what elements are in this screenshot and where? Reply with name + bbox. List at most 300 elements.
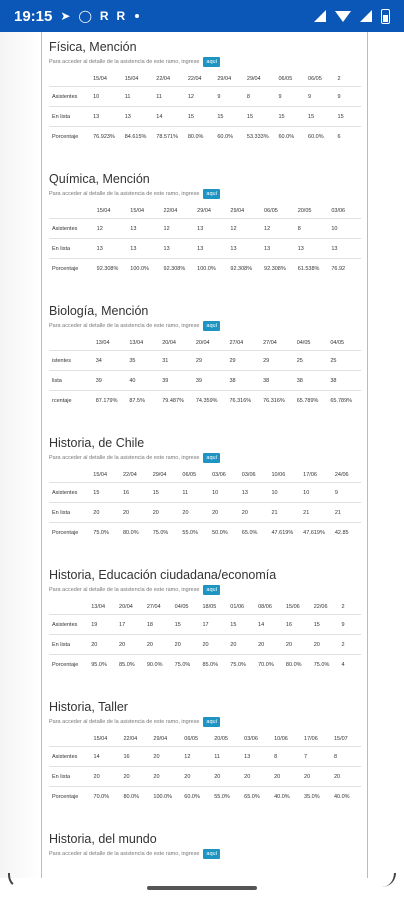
row-label: En lista (49, 239, 94, 259)
table-cell: 25 (327, 351, 361, 371)
table-cell: 35 (126, 351, 159, 371)
table-cell: 13 (90, 107, 122, 127)
table-cell: 15 (172, 615, 200, 635)
table-cell: 11 (211, 747, 241, 767)
date-header: 13/04 (91, 604, 105, 610)
date-header: 06/05 (264, 208, 278, 214)
table-cell: 16 (120, 747, 150, 767)
table-cell: 20 (241, 767, 271, 787)
table-cell: 53.333% (244, 127, 276, 147)
table-cell: 85.0% (116, 655, 144, 675)
detail-note (49, 189, 361, 199)
header-corner (49, 468, 90, 483)
detail-link-button[interactable]: aquí (203, 585, 220, 595)
table-cell: 75.0% (172, 655, 200, 675)
table-cell: 20 (91, 767, 121, 787)
table-cell: 12 (94, 219, 128, 239)
table-cell: 15 (90, 483, 120, 503)
date-header: 01/06 (230, 604, 245, 610)
table-cell: 90.0% (144, 655, 172, 675)
table-cell: 70.0% (91, 787, 121, 807)
detail-link-button[interactable]: aquí (203, 189, 220, 199)
table-cell: 9 (339, 615, 361, 635)
table-cell: 35.0% (301, 787, 331, 807)
table-cell: 80.0% (185, 127, 215, 147)
detail-link-button[interactable]: aquí (203, 717, 220, 727)
table-row (49, 787, 361, 807)
table-header-row (49, 336, 361, 351)
course-section (49, 304, 361, 417)
date-header: 17/06 (303, 472, 317, 478)
table-cell: 40.0% (331, 787, 361, 807)
table-cell: 20 (331, 767, 361, 787)
detail-note-text: Para acceder al detalle de la asistencia de este ramo, ingrese (49, 719, 200, 725)
table-row (49, 351, 361, 371)
battery-icon (381, 9, 390, 24)
row-label: Asistentes (49, 747, 91, 767)
table-cell: 65.789% (327, 391, 361, 411)
date-header: 17/06 (304, 736, 318, 742)
row-label: En lista (49, 503, 90, 523)
table-row (49, 767, 361, 787)
table-cell: 31 (159, 351, 193, 371)
date-header: 06/05 (278, 76, 293, 82)
date-header: 03/06 (212, 472, 226, 478)
table-cell: 40.0% (271, 787, 301, 807)
table-row (49, 503, 361, 523)
table-cell: 21 (332, 503, 361, 523)
date-header: 29/04 (217, 76, 232, 82)
course-section (49, 172, 361, 285)
detail-note-text: Para acceder al detalle de la asistencia de este ramo, ingrese (49, 851, 200, 857)
date-header: 15/04 (124, 76, 139, 82)
home-gesture-bar[interactable] (147, 886, 257, 890)
table-cell: 13 (328, 239, 361, 259)
date-header: 27/04 (263, 340, 277, 346)
table-row (49, 371, 361, 391)
course-title: Historia, del mundo (49, 832, 157, 846)
detail-note-text: Para acceder al detalle de la asistencia de este ramo, ingrese (49, 59, 200, 65)
table-cell: 39 (93, 371, 127, 391)
table-cell: 65.0% (241, 787, 271, 807)
table-header-row (49, 732, 361, 747)
table-cell: 8 (244, 87, 276, 107)
date-header: 15/04 (93, 76, 107, 82)
table-row (49, 391, 361, 411)
date-header: 03/06 (241, 472, 256, 478)
table-cell: 10 (90, 87, 122, 107)
table-cell: 47.619% (300, 523, 332, 543)
table-cell: 20 (227, 635, 255, 655)
table-cell: 92.308% (94, 259, 128, 279)
row-label: Porcentaje (49, 655, 88, 675)
course-title: Historia, Educación ciudadana/economía (49, 568, 277, 582)
date-header: 20/05 (214, 736, 228, 742)
attendance-table (49, 600, 361, 674)
table-cell: 20 (90, 503, 120, 523)
date-header: 22/04 (123, 736, 138, 742)
table-cell: 10 (269, 483, 301, 503)
table-cell: 10 (300, 483, 332, 503)
table-cell: 20 (150, 503, 180, 523)
table-cell: 20 (120, 767, 150, 787)
date-header: 20/04 (119, 604, 133, 610)
table-row (49, 107, 361, 127)
table-cell: 25 (294, 351, 328, 371)
table-cell: 55.0% (211, 787, 241, 807)
date-header: 24/06 (334, 472, 349, 478)
table-cell: 15 (275, 107, 305, 127)
table-cell: 20 (88, 635, 116, 655)
date-header: 20/05 (297, 208, 312, 214)
table-cell: 9 (305, 87, 335, 107)
header-corner (49, 732, 91, 747)
status-bar (0, 0, 404, 32)
date-header: 06/05 (184, 736, 199, 742)
table-cell: 2 (339, 635, 361, 655)
table-cell: 29 (193, 351, 227, 371)
table-cell: 65.0% (239, 523, 269, 543)
table-cell: 21 (300, 503, 332, 523)
table-cell: 80.0% (120, 787, 150, 807)
table-cell: 29 (260, 351, 294, 371)
course-title: Historia, de Chile (49, 436, 145, 450)
date-header: 03/06 (244, 736, 258, 742)
row-label: istentes (49, 351, 93, 371)
date-header: 22/04 (156, 76, 171, 82)
row-label: En lista (49, 767, 91, 787)
table-cell: 15 (244, 107, 276, 127)
table-cell: 14 (255, 615, 283, 635)
date-header: 15/04 (96, 208, 111, 214)
attendance-table (49, 72, 361, 146)
table-cell: 8 (271, 747, 301, 767)
notification-dot-icon (135, 14, 139, 18)
date-header: 03/06 (331, 208, 346, 214)
table-cell: 19 (88, 615, 116, 635)
table-cell: 20 (179, 503, 209, 523)
table-cell: 95.0% (88, 655, 116, 675)
table-cell: 92.308% (227, 259, 261, 279)
table-cell: 29 (226, 351, 260, 371)
course-section (49, 700, 361, 813)
table-cell: 20 (150, 767, 181, 787)
table-cell: 60.0% (275, 127, 305, 147)
detail-note (49, 453, 361, 463)
table-cell: 87.5% (126, 391, 159, 411)
table-cell: 76.923% (90, 127, 122, 147)
date-header: 27/04 (146, 604, 161, 610)
table-cell: 13 (295, 239, 329, 259)
detail-note-text: Para acceder al detalle de la asistencia de este ramo, ingrese (49, 455, 200, 461)
table-cell: 16 (120, 483, 150, 503)
table-cell: 14 (91, 747, 121, 767)
r-app-icon: R (116, 9, 126, 23)
attendance-table (49, 732, 361, 806)
table-cell: 13 (194, 239, 227, 259)
table-cell: 80.0% (283, 655, 311, 675)
table-cell: 20 (271, 767, 301, 787)
date-header: 15/06 (285, 604, 300, 610)
table-cell: 39 (193, 371, 227, 391)
date-header: 2 (337, 76, 341, 82)
row-label: Asistentes (49, 483, 90, 503)
detail-note-text: Para acceder al detalle de la asistencia de este ramo, ingrese (49, 587, 200, 593)
table-header-row (49, 204, 361, 219)
table-cell: 18 (144, 615, 172, 635)
table-cell: 20 (199, 635, 227, 655)
table-cell: 42.85 (332, 523, 361, 543)
row-label: rcentaje (49, 391, 93, 411)
page-margin (0, 32, 40, 878)
table-cell: 15 (305, 107, 335, 127)
signal-icon (314, 10, 326, 22)
table-cell: 87.179% (93, 391, 127, 411)
date-header: 08/06 (258, 604, 272, 610)
detail-link-button[interactable]: aquí (203, 57, 220, 67)
table-cell: 13 (239, 483, 269, 503)
table-cell: 55.0% (179, 523, 209, 543)
table-cell: 85.0% (199, 655, 227, 675)
table-cell: 4 (339, 655, 361, 675)
table-cell: 9 (214, 87, 244, 107)
table-cell: 100.0% (150, 787, 181, 807)
table-cell: 92.308% (161, 259, 195, 279)
date-header: 27/04 (229, 340, 244, 346)
detail-link-button[interactable]: aquí (203, 849, 220, 859)
table-cell: 13 (241, 747, 271, 767)
table-cell: 14 (153, 107, 185, 127)
date-header: 10/06 (271, 472, 286, 478)
detail-link-button[interactable]: aquí (203, 453, 220, 463)
date-header: 15/07 (333, 736, 348, 742)
table-cell: 13 (94, 239, 128, 259)
table-cell: 13 (227, 239, 261, 259)
table-cell: 12 (161, 219, 195, 239)
table-row (49, 127, 361, 147)
course-title: Química, Mención (49, 172, 150, 186)
wifi-icon (335, 11, 351, 22)
table-cell: 100.0% (194, 259, 227, 279)
table-cell: 38 (226, 371, 260, 391)
course-title: Biología, Mención (49, 304, 149, 318)
table-cell: 75.0% (311, 655, 339, 675)
course-section (49, 40, 361, 153)
date-header: 20/04 (162, 340, 176, 346)
table-cell: 50.0% (209, 523, 239, 543)
table-cell: 8 (295, 219, 329, 239)
course-title: Historia, Taller (49, 700, 128, 714)
table-cell: 38 (327, 371, 361, 391)
table-cell: 20 (301, 767, 331, 787)
date-header: 22/04 (163, 208, 178, 214)
header-corner (49, 204, 94, 219)
table-cell: 20 (150, 747, 181, 767)
course-title: Física, Mención (49, 40, 137, 54)
table-cell: 13 (161, 239, 195, 259)
row-label: Asistentes (49, 87, 90, 107)
table-cell: 7 (301, 747, 331, 767)
table-cell: 15 (311, 615, 339, 635)
detail-note (49, 717, 361, 727)
date-header: 10/06 (274, 736, 288, 742)
row-label: Porcentaje (49, 259, 94, 279)
table-header-row (49, 600, 361, 615)
table-cell: 74.359% (193, 391, 227, 411)
header-corner (49, 336, 93, 351)
table-cell: 20 (120, 503, 150, 523)
table-cell: 15 (185, 107, 215, 127)
attendance-table (49, 204, 361, 278)
table-cell: 17 (116, 615, 144, 635)
table-cell: 8 (331, 747, 361, 767)
table-cell: 40 (126, 371, 159, 391)
table-cell: 15 (227, 615, 255, 635)
row-label: Porcentaje (49, 787, 91, 807)
date-header: 20/04 (195, 340, 210, 346)
table-cell: 9 (275, 87, 305, 107)
table-cell: 12 (185, 87, 215, 107)
date-header: 04/05 (174, 604, 189, 610)
table-cell: 11 (153, 87, 185, 107)
course-section (49, 832, 361, 878)
table-cell: 76.316% (260, 391, 294, 411)
date-header: 15/04 (93, 736, 108, 742)
date-header: 29/04 (197, 208, 211, 214)
telegram-icon: ➤ (60, 9, 71, 23)
table-cell: 20 (255, 635, 283, 655)
detail-note-text: Para acceder al detalle de la asistencia de este ramo, ingrese (49, 323, 200, 329)
date-header: 06/05 (308, 76, 322, 82)
signal-icon (360, 10, 372, 22)
table-cell: 100.0% (127, 259, 160, 279)
instagram-icon: ◯ (78, 9, 92, 23)
table-cell: 20 (311, 635, 339, 655)
table-row (49, 483, 361, 503)
table-cell: 20 (283, 635, 311, 655)
table-cell: 61.538% (295, 259, 329, 279)
table-cell: 12 (181, 747, 211, 767)
table-cell: 13 (127, 219, 160, 239)
table-cell: 60.0% (305, 127, 335, 147)
table-row (49, 523, 361, 543)
table-row (49, 219, 361, 239)
date-header: 29/04 (230, 208, 245, 214)
date-header: 29/04 (152, 472, 167, 478)
attendance-table (49, 336, 361, 410)
attendance-content (49, 40, 361, 878)
status-time: 19:15 (14, 7, 53, 25)
table-cell: 76.316% (226, 391, 260, 411)
table-cell: 20 (239, 503, 269, 523)
table-row (49, 635, 361, 655)
table-cell: 80.0% (120, 523, 150, 543)
table-cell: 12 (227, 219, 261, 239)
table-cell: 20 (116, 635, 144, 655)
table-row (49, 87, 361, 107)
table-cell: 38 (260, 371, 294, 391)
row-label: En lista (49, 635, 88, 655)
table-cell: 10 (209, 483, 239, 503)
attendance-table (49, 468, 361, 542)
table-cell: 17 (199, 615, 227, 635)
table-cell: 39 (159, 371, 193, 391)
row-label: lista (49, 371, 93, 391)
table-cell: 11 (179, 483, 209, 503)
table-cell: 15 (335, 107, 361, 127)
table-cell: 92.308% (261, 259, 295, 279)
table-cell: 47.619% (269, 523, 301, 543)
table-row (49, 615, 361, 635)
detail-note (49, 849, 361, 859)
attendance-page[interactable] (41, 32, 368, 878)
table-cell: 34 (93, 351, 127, 371)
header-corner (49, 72, 90, 87)
date-header: 04/05 (330, 340, 345, 346)
table-cell: 9 (335, 87, 361, 107)
date-header: 29/04 (246, 76, 261, 82)
table-cell: 79.487% (159, 391, 193, 411)
table-row (49, 747, 361, 767)
date-header: 2 (341, 604, 345, 610)
table-cell: 84.615% (122, 127, 154, 147)
table-row (49, 655, 361, 675)
date-header: 06/05 (182, 472, 197, 478)
table-cell: 60.0% (214, 127, 244, 147)
table-cell: 65.789% (294, 391, 328, 411)
row-label: Asistentes (49, 615, 88, 635)
date-header: 15/04 (93, 472, 108, 478)
table-cell: 10 (328, 219, 361, 239)
table-cell: 13 (194, 219, 227, 239)
table-cell: 6 (335, 127, 361, 147)
table-header-row (49, 468, 361, 483)
row-label: Asistentes (49, 219, 94, 239)
table-cell: 13 (127, 239, 160, 259)
table-cell: 13 (261, 239, 295, 259)
table-cell: 70.0% (255, 655, 283, 675)
header-corner (49, 600, 88, 615)
table-cell: 15 (150, 483, 180, 503)
table-cell: 15 (214, 107, 244, 127)
course-section (49, 436, 361, 549)
date-header: 29/04 (153, 736, 168, 742)
date-header: 22/06 (313, 604, 328, 610)
detail-link-button[interactable]: aquí (203, 321, 220, 331)
detail-note (49, 585, 361, 595)
table-cell: 21 (269, 503, 301, 523)
date-header: 22/04 (187, 76, 202, 82)
table-cell: 20 (209, 503, 239, 523)
table-cell: 11 (122, 87, 154, 107)
table-cell: 9 (332, 483, 361, 503)
course-section (49, 568, 361, 681)
table-row (49, 239, 361, 259)
row-label: En lista (49, 107, 90, 127)
r-app-icon: R (99, 9, 109, 23)
table-cell: 13 (122, 107, 154, 127)
table-cell: 20 (211, 767, 241, 787)
detail-note (49, 321, 361, 331)
table-cell: 75.0% (90, 523, 120, 543)
table-cell: 75.0% (227, 655, 255, 675)
table-cell: 75.0% (150, 523, 180, 543)
table-cell: 16 (283, 615, 311, 635)
table-cell: 60.0% (181, 787, 211, 807)
date-header: 15/04 (130, 208, 145, 214)
date-header: 13/04 (129, 340, 144, 346)
row-label: Porcentaje (49, 523, 90, 543)
